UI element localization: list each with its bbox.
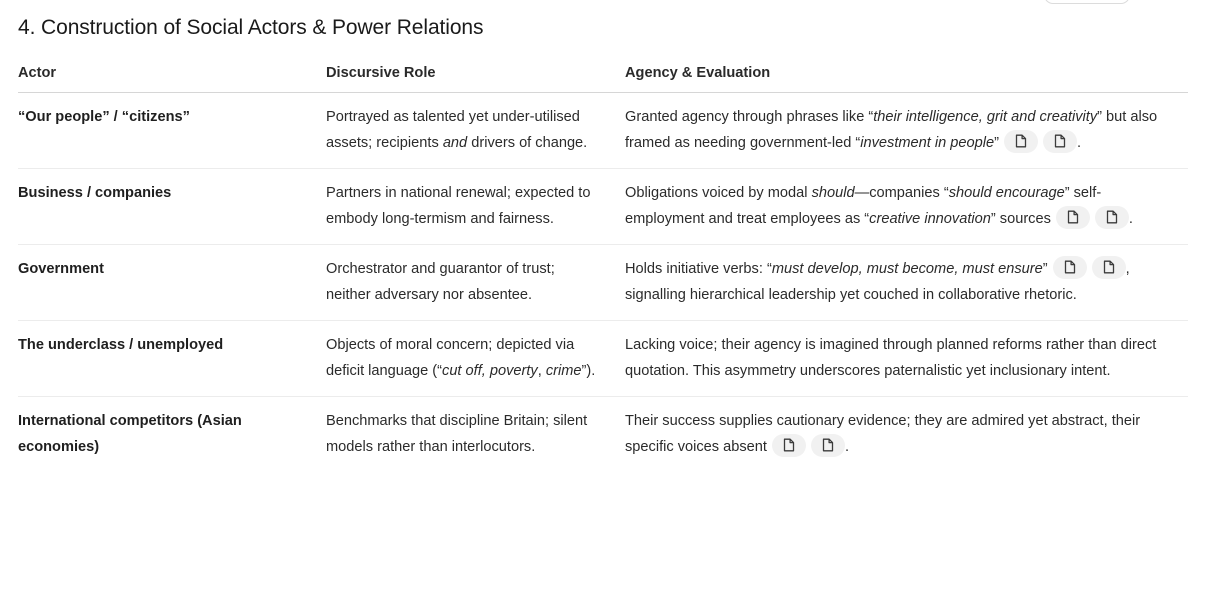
text-segment: ” sources bbox=[990, 211, 1051, 227]
text-segment: Holds initiative verbs: “ bbox=[625, 260, 772, 277]
table-header-row bbox=[18, 56, 1188, 92]
citation-chip[interactable] bbox=[1092, 256, 1126, 279]
agency-evaluation-cell bbox=[625, 396, 1188, 472]
table-row bbox=[18, 396, 1188, 472]
text-segment: , signalling hierarchical leadership yet couched in collaborative rhetoric. bbox=[625, 260, 1130, 303]
text-segment: —companies “ bbox=[854, 184, 949, 201]
agency-evaluation-cell bbox=[625, 244, 1188, 320]
top-scroll-pill bbox=[1044, 0, 1130, 4]
text-segment: . bbox=[1077, 135, 1082, 151]
table-row bbox=[18, 168, 1188, 244]
actor-cell: Business / companies bbox=[18, 168, 326, 244]
agency-evaluation-cell bbox=[625, 168, 1188, 244]
text-segment: Benchmarks that discipline Britain; silent models rather than interlocutors. bbox=[326, 412, 588, 455]
text-segment: . bbox=[844, 439, 850, 455]
header-discursive-role: Discursive Role bbox=[326, 56, 625, 92]
discursive-role-cell bbox=[326, 244, 625, 320]
actor-cell: International competitors (Asian economies) bbox=[18, 412, 242, 455]
header-actor: Actor bbox=[18, 56, 326, 92]
header-agency-evaluation: Agency & Evaluation bbox=[625, 56, 1188, 92]
text-segment: Granted agency through phrases like “ bbox=[625, 108, 874, 125]
text-segment: ” but also framed as needing government-led “ bbox=[625, 108, 1158, 151]
text-segment: ” bbox=[994, 135, 999, 151]
table-row bbox=[18, 244, 1188, 320]
emphasized-quote: cut off, poverty bbox=[442, 363, 538, 379]
citation-chip[interactable] bbox=[1004, 130, 1038, 153]
table-body bbox=[18, 92, 1188, 472]
citation-chip[interactable] bbox=[811, 434, 845, 457]
citation-chip[interactable] bbox=[1053, 256, 1087, 279]
actor-cell: The underclass / unemployed bbox=[18, 320, 326, 396]
text-segment: ” self-employment and treat employees as “ bbox=[625, 184, 1102, 227]
document-icon bbox=[1106, 210, 1118, 224]
social-actors-table bbox=[18, 56, 1188, 472]
citation-chip[interactable] bbox=[1056, 206, 1090, 229]
emphasized-quote: crime bbox=[545, 363, 582, 379]
text-segment: Obligations voiced by modal bbox=[625, 184, 812, 201]
discursive-role-cell bbox=[326, 396, 625, 472]
table-row bbox=[18, 92, 1188, 168]
actor-cell: Government bbox=[18, 244, 326, 320]
text-segment: Objects of moral concern; depicted via deficit language (“ bbox=[326, 336, 575, 379]
emphasized-quote: should encourage bbox=[948, 184, 1065, 201]
document-icon bbox=[783, 438, 795, 452]
section-title: 4. Construction of Social Actors & Power Relations bbox=[18, 16, 484, 39]
citation-chip[interactable] bbox=[1095, 206, 1129, 229]
document-icon bbox=[1067, 210, 1079, 224]
emphasized-quote: should bbox=[811, 184, 855, 201]
discursive-role-cell bbox=[326, 168, 625, 244]
emphasized-quote: investment in people bbox=[860, 135, 995, 151]
document-icon bbox=[1103, 260, 1115, 274]
agency-evaluation-cell bbox=[625, 320, 1188, 396]
discursive-role-cell bbox=[326, 320, 625, 396]
document-icon bbox=[1054, 134, 1066, 148]
text-segment: Portrayed as talented yet under-utilised assets; recipients bbox=[326, 108, 580, 151]
document-icon bbox=[1064, 260, 1076, 274]
emphasized-quote: must develop, must become, must ensure bbox=[771, 260, 1043, 277]
emphasized-quote: their intelligence, grit and creativity bbox=[873, 108, 1098, 125]
text-segment: Partners in national renewal; expected to embody long-termism and fairness. bbox=[326, 184, 591, 227]
discursive-role-cell bbox=[326, 92, 625, 168]
emphasized-quote: creative innovation bbox=[869, 211, 991, 227]
document-icon bbox=[1015, 134, 1027, 148]
document-icon bbox=[822, 438, 834, 452]
text-segment: ”). bbox=[581, 363, 596, 379]
text-segment: drivers of change. bbox=[467, 135, 588, 151]
actor-cell: “Our people” / “citizens” bbox=[18, 92, 326, 168]
table-row bbox=[18, 320, 1188, 396]
text-segment: ” bbox=[1042, 260, 1048, 277]
text-segment: Lacking voice; their agency is imagined through planned reforms rather than direct quotation. This asymmetry underscores paternalistic yet inclusionary intent. bbox=[625, 336, 1157, 379]
emphasized-quote: and bbox=[442, 135, 468, 151]
text-segment: Orchestrator and guarantor of trust; neither adversary nor absentee. bbox=[326, 260, 555, 303]
citation-chip[interactable] bbox=[772, 434, 806, 457]
text-segment: Their success supplies cautionary evidence; they are admired yet abstract, their specific voices absent bbox=[625, 412, 1141, 455]
agency-evaluation-cell bbox=[625, 92, 1188, 168]
citation-chip[interactable] bbox=[1043, 130, 1077, 153]
text-segment: . bbox=[1128, 211, 1133, 227]
text-segment: , bbox=[537, 363, 546, 379]
